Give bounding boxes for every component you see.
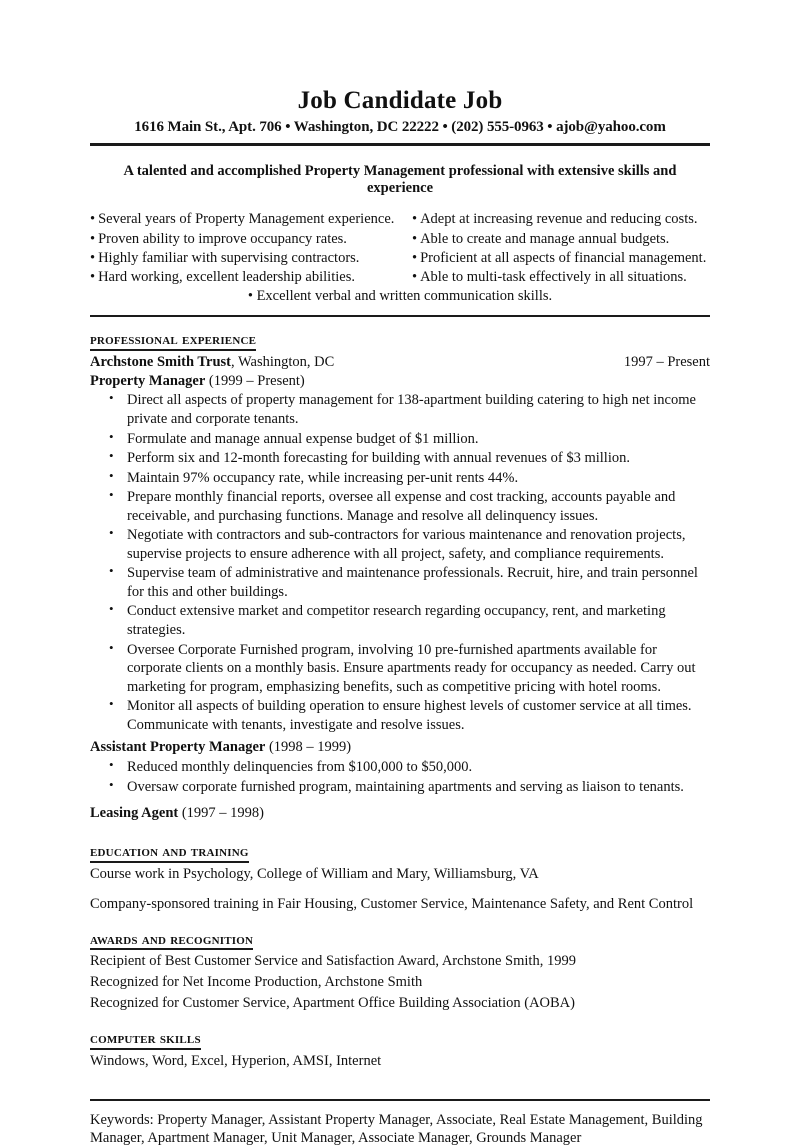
- bullet-icon: •: [90, 249, 96, 266]
- employer-name: Archstone Smith Trust: [90, 353, 231, 370]
- job-title: Assistant Property Manager: [90, 739, 266, 756]
- job-period: (1999 – Present): [208, 372, 305, 389]
- section-professional-experience: [90, 331, 710, 351]
- summary-bullet: [90, 210, 400, 229]
- bullet-icon: •: [247, 288, 253, 305]
- contact-line: 1616 Main St., Apt. 706 • Washington, DC 22222 • (202) 555-0963 • ajob@yahoo.com: [134, 119, 666, 136]
- bullet-icon: •: [412, 249, 418, 266]
- summary-bullet-text: Several years of Property Management experience.: [98, 211, 395, 228]
- job-bullet: • Formulate and manage annual expense budget of $1 million.: [90, 430, 710, 449]
- header-divider: [90, 143, 710, 146]
- job-period: (1998 – 1999): [268, 739, 352, 756]
- summary-bullet: [90, 230, 400, 249]
- bullet-icon: •: [412, 269, 418, 286]
- summary-divider: [90, 315, 710, 317]
- summary-bullet-text: Adept at increasing revenue and reducing costs.: [420, 211, 698, 228]
- job-bullet: • Direct all aspects of property management for 138-apartment building catering to high net income private and corporate tenants.: [90, 391, 710, 428]
- summary-columns: [90, 210, 710, 287]
- summary-bullet: [412, 249, 710, 268]
- job-title: Property Manager: [90, 372, 206, 389]
- summary-bullet: [90, 268, 400, 287]
- job-bullet: • Oversaw corporate furnished program, maintaining apartments and serving as liaison to tenants.: [90, 778, 710, 797]
- employer-name-location: [90, 353, 334, 371]
- summary-divider-wrap: [90, 315, 710, 317]
- job-bullet: • Oversee Corporate Furnished program, involving 10 pre-furnished apartments available for corporate clients on a monthly basis. Ensure apartments ready for occupancy as needed. Carry out marketing for program, emphasizing benefits, such as competitive pricing with hotel rooms.: [90, 641, 710, 697]
- section-computer-skills: [90, 1030, 710, 1050]
- job-bullet: • Perform six and 12-month forecasting for building with annual revenues of $3 million.: [90, 449, 710, 468]
- job-bullet: • Conduct extensive market and competitor research regarding occupancy, rent, and marketing strategies.: [90, 602, 710, 639]
- bullet-icon: •: [412, 230, 418, 247]
- computer-skills-line: Windows, Word, Excel, Hyperion, AMSI, Internet: [90, 1052, 382, 1069]
- employer-dates: 1997 – Present: [623, 353, 710, 370]
- candidate-name: Job Candidate Job: [297, 87, 503, 114]
- bullet-icon: •: [412, 211, 418, 228]
- summary-bullet: [412, 210, 710, 229]
- job-bullet: • Reduced monthly delinquencies from $100,000 to $50,000.: [90, 758, 710, 777]
- job-bullet: • Maintain 97% occupancy rate, while increasing per-unit rents 44%.: [90, 469, 710, 488]
- job-bullet: • Supervise team of administrative and maintenance professionals. Recruit, hire, and train personnel for this and other buildings.: [90, 564, 710, 601]
- section-heading: awards and recognition: [90, 931, 253, 951]
- bullet-icon: •: [90, 269, 96, 286]
- bullet-icon: •: [90, 211, 96, 228]
- employer-location: , Washington, DC: [231, 353, 335, 370]
- job-period: (1997 – 1998): [181, 805, 265, 822]
- summary-bullet-text: Hard working, excellent leadership abilities.: [98, 269, 355, 286]
- summary-headline: A talented and accomplished Property Management professional with extensive skills and experience: [123, 162, 677, 196]
- job-bullet: • Prepare monthly financial reports, oversee all expense and cost tracking, accounts payable and receivable, and purchasing functions. Manage and resolve all delinquency issues.: [90, 488, 710, 525]
- section-heading: education and training: [90, 843, 249, 863]
- summary-column-left: [90, 210, 400, 287]
- job-bullet-list: [90, 758, 710, 796]
- section-awards: [90, 931, 710, 951]
- summary-bullet: [412, 230, 710, 249]
- section-education: [90, 843, 710, 863]
- job-bullet-list: [90, 391, 710, 734]
- award-line: Recognized for Customer Service, Apartment Office Building Association (AOBA): [90, 995, 575, 1012]
- resume-body: [90, 0, 710, 1148]
- keywords-divider-wrap: [90, 1099, 710, 1101]
- summary-column-right: [400, 210, 710, 287]
- summary-bullet: [412, 268, 710, 287]
- keywords-divider: [90, 1099, 710, 1101]
- job-bullet: • Negotiate with contractors and sub-contractors for various maintenance and renovation projects, supervise projects to ensure adherence with all project, safety, and compliance requirements.: [90, 526, 710, 563]
- summary-bullet: [90, 249, 400, 268]
- job-title: Leasing Agent: [90, 805, 179, 822]
- section-heading: computer skills: [90, 1030, 201, 1050]
- bullet-icon: •: [90, 230, 96, 247]
- summary-bullet-text: Able to multi-task effectively in all situations.: [420, 269, 687, 286]
- summary-bullet-text: Proven ability to improve occupancy rates.: [98, 230, 347, 247]
- education-line: Course work in Psychology, College of William and Mary, Williamsburg, VA: [90, 865, 539, 882]
- award-line: Recognized for Net Income Production, Archstone Smith: [90, 974, 423, 991]
- section-heading: professional experience: [90, 331, 256, 351]
- keywords-text: Keywords: Property Manager, Assistant Property Manager, Associate, Real Estate Management, Building Manager, Apartment Manager, Unit Manager, Associate Manager, Grounds Manager: [90, 1111, 703, 1147]
- award-line: Recipient of Best Customer Service and Satisfaction Award, Archstone Smith, 1999: [90, 953, 576, 970]
- job-title-row: [90, 372, 710, 391]
- summary-bullet-text: Highly familiar with supervising contractors.: [98, 249, 360, 266]
- employer-row: [90, 353, 710, 371]
- summary-bullet-text: Proficient at all aspects of financial management.: [420, 249, 707, 266]
- job-bullet: • Monitor all aspects of building operation to ensure highest levels of customer service at all times. Communicate with tenants, investigate and resolve issues.: [90, 697, 710, 734]
- job-title-row: [90, 804, 710, 823]
- job-title-row: [90, 738, 710, 757]
- summary-centered-bullet: [90, 287, 710, 306]
- summary-centered-text: Excellent verbal and written communication skills.: [256, 288, 553, 305]
- education-line: Company-sponsored training in Fair Housing, Customer Service, Maintenance Safety, and Rent Control: [90, 895, 694, 912]
- summary-bullet-text: Able to create and manage annual budgets.: [420, 230, 670, 247]
